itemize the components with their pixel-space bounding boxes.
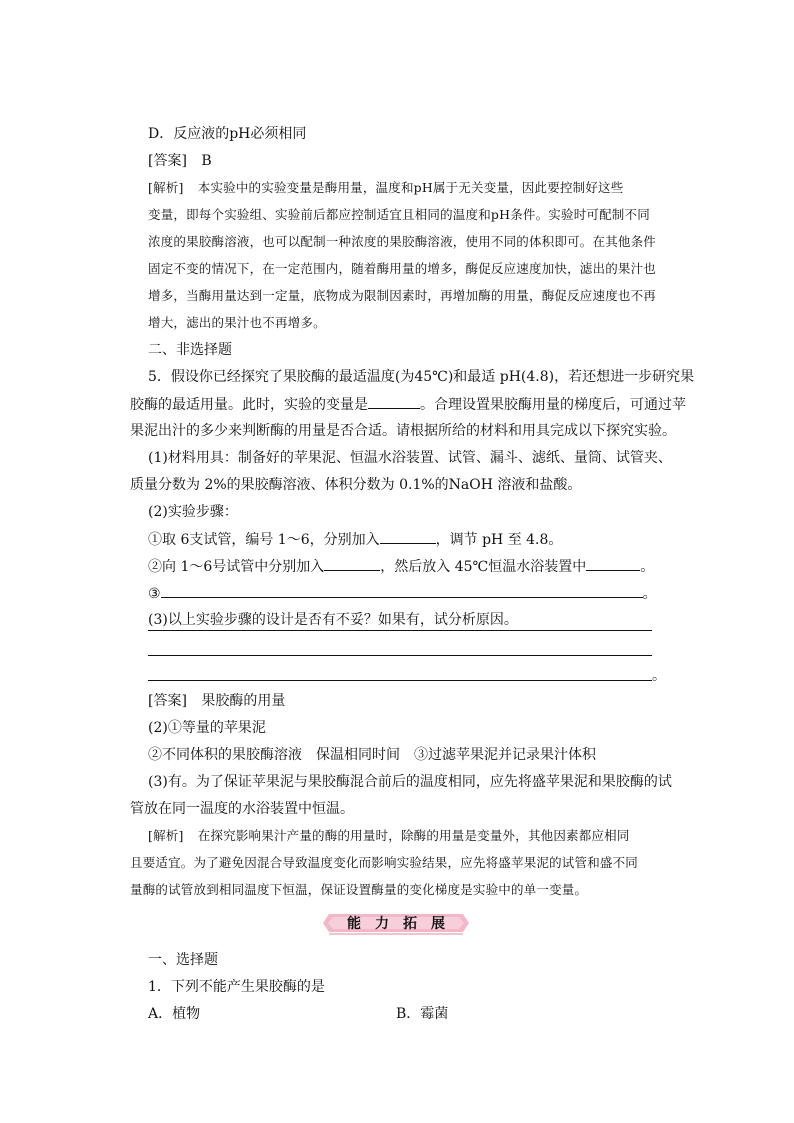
explanation-text: 本实验中的实验变量是酶用量，温度和pH属于无关变量，因此要控制好这些 (197, 180, 624, 195)
q5-answer-line: ②不同体积的果胶酶溶液 保温相同时间 ③过滤苹果泥并记录果汁体积 (148, 747, 596, 763)
answer-blank (586, 556, 640, 571)
explanation-tag: [解析] (148, 180, 184, 195)
q5-stem-line (130, 394, 686, 415)
q5-step-3 (148, 583, 657, 604)
answer-line (148, 630, 652, 631)
answer-blank (161, 583, 643, 598)
answer-tag: [答案] (148, 693, 187, 709)
q5-step-1 (148, 529, 562, 550)
step-text: ①取 6支试管，编号 1～6，分别加入 (148, 532, 380, 548)
answer-line-end: 。 (652, 668, 666, 684)
section-title: 二、非选择题 (148, 342, 232, 358)
explanation-tag: [解析] (148, 828, 184, 843)
q4-answer (148, 151, 212, 171)
answer-blank (380, 529, 436, 544)
q4-explanation-line (148, 178, 623, 198)
answer-blank (368, 394, 420, 409)
answer-line (148, 680, 652, 681)
q5-question-3: (3)以上实验步骤的设计是否有不妥？如果有，试分析原因。 (148, 612, 518, 628)
q4-explanation-line: 变量，即每个实验组、实验前后都应控制适宜且相同的温度和pH条件。实验时可配制不同 (148, 207, 650, 222)
step-text: ，然后放入 45℃恒温水浴装置中 (380, 559, 587, 575)
step-text: 。 (642, 586, 657, 602)
q1-stem: 1．下列不能产生果胶酶的是 (148, 979, 325, 995)
q5-answer-line: (2)①等量的苹果泥 (148, 720, 266, 736)
q5-stem-line: 5．假设你已经探究了果胶酶的最适温度(为45℃)和最适 pH(4.8)，若还想进一步研究果 (148, 369, 695, 385)
q4-explanation-line: 固定不变的情况下，在一定范围内，随着酶用量的增多，酶促反应速度加快，滤出的果汁也 (148, 261, 657, 276)
q5-answer-line (148, 691, 285, 711)
answer-text: 果胶酶的用量 (201, 693, 286, 709)
q4-explanation-line: 增多，当酶用量达到一定量，底物成为限制因素时，再增加酶的用量，酶促反应速度也不再 (148, 288, 657, 303)
q4-explanation-line: 增大，滤出的果汁也不再增多。 (148, 315, 326, 330)
q1-option-b: B．霉菌 (396, 1006, 449, 1022)
step-text: ，调节 pH 至 4.8。 (435, 532, 563, 548)
q5-step-2 (148, 556, 654, 577)
q1-option-a: A．植物 (148, 1006, 201, 1022)
answer-tag: [答案] (148, 153, 187, 169)
q5-stem-text: 。合理设置果胶酶用量的梯度后，可通过苹 (420, 397, 686, 413)
step-text: 。 (640, 559, 655, 575)
q5-answer-line: 管放在同一温度的水浴装置中恒温。 (130, 801, 354, 817)
q5-stem-line: 果泥出汁的多少来判断酶的用量是否合适。请根据所给的材料和用具完成以下探究实验。 (130, 423, 676, 439)
answer-line (148, 655, 652, 656)
q5-materials-line: 质量分数为 2%的果胶酶溶液、体积分数为 0.1%的NaOH 溶液和盐酸。 (130, 477, 582, 493)
step-text: ③ (148, 586, 161, 602)
q5-explanation-line: 且要适宜。为了避免因混合导致温度变化而影响实验结果，应先将盛苹果泥的试管和盛不同 (130, 855, 639, 870)
q5-stem-text: 胶酶的最适用量。此时，实验的变量是 (130, 397, 368, 413)
q5-steps-title: (2)实验步骤： (148, 504, 238, 520)
answer-value: B (201, 153, 212, 169)
q5-explanation-line (148, 826, 630, 846)
explanation-text: 在探究影响果汁产量的酶的用量时，除酶的用量是变量外，其他因素都应相同 (197, 828, 630, 843)
q4-option-d: D．反应液的pH必须相同 (148, 126, 307, 142)
section-title: 一、选择题 (148, 952, 218, 968)
step-text: ②向 1～6号试管中分别加入 (148, 559, 325, 575)
banner-title: 能 力 拓 展 (347, 916, 445, 932)
q5-explanation-line: 量酶的试管放到相同温度下恒温，保证设置酶量的变化梯度是实验中的单一变量。 (130, 882, 588, 897)
q5-answer-line: (3)有。为了保证苹果泥与果胶酶混合前后的温度相同，应先将盛苹果泥和果胶酶的试 (148, 774, 672, 790)
q4-explanation-line: 浓度的果胶酶溶液，也可以配制一种浓度的果胶酶溶液，使用不同的体积即可。在其他条件 (148, 234, 657, 249)
q5-materials-line: (1)材料用具：制备好的苹果泥、恒温水浴装置、试管、漏斗、滤纸、量筒、试管夹、 (148, 450, 672, 466)
section-banner (323, 910, 469, 936)
answer-blank (324, 556, 380, 571)
